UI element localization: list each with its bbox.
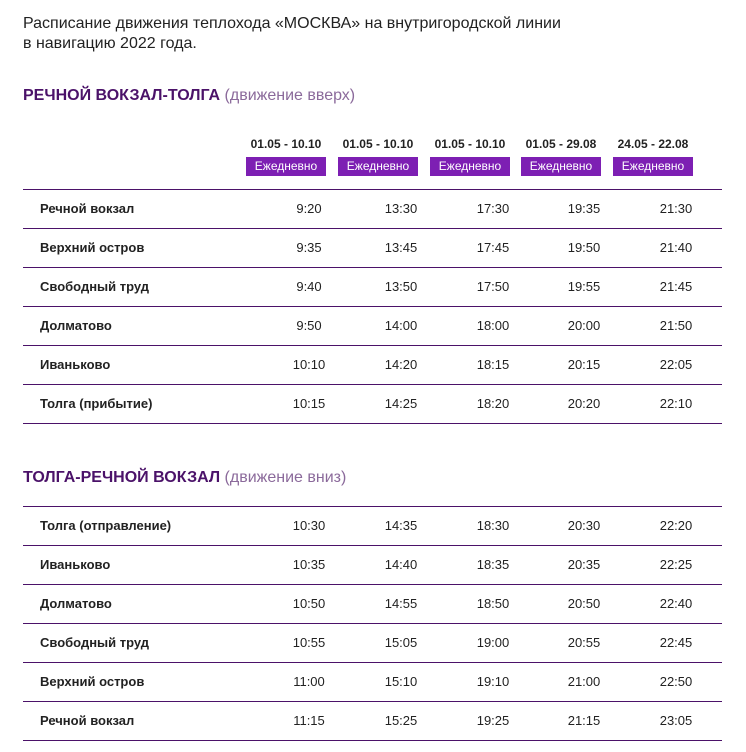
departure-time: 21:50 (659, 318, 693, 333)
departure-time: 20:00 (567, 318, 601, 333)
table-row (23, 307, 722, 346)
stop-name: Речной вокзал (40, 713, 135, 728)
departure-time: 19:00 (476, 635, 510, 650)
departure-time: 10:55 (292, 635, 326, 650)
section-title-up-route: РЕЧНОЙ ВОКЗАЛ-ТОЛГА (23, 87, 221, 104)
departure-time: 14:00 (384, 318, 418, 333)
column-period: 24.05 - 22.08 (617, 137, 689, 151)
stop-name: Толга (отправление) (40, 518, 172, 533)
departure-time: 10:35 (292, 557, 326, 572)
table-row (23, 507, 722, 546)
section-title-down-direction: (движение вниз) (224, 469, 347, 486)
stop-name: Верхний остров (40, 674, 145, 689)
stop-name: Долматово (40, 318, 112, 333)
departure-time: 10:10 (292, 357, 326, 372)
departure-time: 14:20 (384, 357, 418, 372)
section-title-up (23, 86, 355, 106)
departure-time: 20:35 (567, 557, 601, 572)
departure-time: 11:00 (293, 674, 325, 689)
departure-time: 18:50 (476, 596, 510, 611)
departure-time: 22:50 (659, 674, 693, 689)
schedule-table-down (23, 506, 722, 741)
departure-time: 20:30 (567, 518, 601, 533)
column-header-4 (519, 136, 603, 176)
departure-time: 13:50 (384, 279, 418, 294)
departure-time: 19:35 (567, 201, 601, 216)
departure-time: 21:00 (567, 674, 601, 689)
departure-time: 17:30 (476, 201, 510, 216)
table-row (23, 546, 722, 585)
departure-time: 18:20 (476, 396, 510, 411)
column-header-3 (428, 136, 512, 176)
departure-time: 15:05 (384, 635, 418, 650)
table-row (23, 585, 722, 624)
table-row (23, 190, 722, 229)
stop-name: Свободный труд (40, 279, 150, 294)
departure-time: 10:50 (292, 596, 326, 611)
intro-line-1: Расписание движения теплохода «МОСКВА» на внутригородской линии (23, 15, 561, 32)
departure-time: 15:10 (384, 674, 418, 689)
table-row (23, 663, 722, 702)
column-header-2 (336, 136, 420, 176)
section-title-up-direction: (движение вверх) (224, 87, 356, 104)
departure-time: 20:55 (567, 635, 601, 650)
departure-time: 9:50 (296, 318, 322, 333)
stop-name: Иваньково (40, 357, 111, 372)
table-row (23, 268, 722, 307)
departure-time: 22:05 (659, 357, 693, 372)
intro-line-2: в навигацию 2022 года. (23, 35, 197, 52)
departure-time: 14:55 (384, 596, 418, 611)
schedule-intro (23, 14, 663, 54)
departure-time: 23:05 (659, 713, 693, 728)
frequency-badge: Ежедневно (338, 157, 418, 176)
column-period: 01.05 - 10.10 (342, 137, 414, 151)
departure-time: 21:45 (659, 279, 693, 294)
departure-time: 15:25 (384, 713, 418, 728)
frequency-badge: Ежедневно (246, 157, 326, 176)
column-header-1 (244, 136, 328, 176)
stop-name: Иваньково (40, 557, 111, 572)
departure-time: 18:35 (476, 557, 510, 572)
departure-time: 19:55 (567, 279, 601, 294)
departure-time: 18:15 (476, 357, 510, 372)
schedule-table-up (23, 189, 722, 424)
stop-name: Долматово (40, 596, 112, 611)
departure-time: 22:10 (659, 396, 693, 411)
column-period: 01.05 - 10.10 (434, 137, 506, 151)
column-period: 01.05 - 29.08 (525, 137, 597, 151)
departure-time: 22:20 (659, 518, 693, 533)
stop-name: Речной вокзал (40, 201, 135, 216)
column-period: 01.05 - 10.10 (250, 137, 322, 151)
departure-time: 13:45 (384, 240, 418, 255)
departure-time: 21:40 (659, 240, 693, 255)
table-row (23, 229, 722, 268)
section-title-down-route: ТОЛГА-РЕЧНОЙ ВОКЗАЛ (23, 469, 221, 486)
frequency-badge: Ежедневно (430, 157, 510, 176)
departure-time: 21:15 (567, 713, 601, 728)
stop-name: Толга (прибытие) (40, 396, 153, 411)
departure-time: 9:35 (296, 240, 322, 255)
departure-time: 10:30 (292, 518, 326, 533)
departure-time: 22:40 (659, 596, 693, 611)
departure-time: 17:45 (476, 240, 510, 255)
table-row (23, 624, 722, 663)
departure-time: 9:40 (296, 279, 322, 294)
departure-time: 22:45 (659, 635, 693, 650)
departure-time: 14:40 (384, 557, 418, 572)
departure-time: 22:25 (659, 557, 693, 572)
departure-time: 19:25 (476, 713, 510, 728)
table-row (23, 346, 722, 385)
departure-time: 19:50 (567, 240, 601, 255)
departure-time: 14:25 (384, 396, 418, 411)
departure-time: 18:00 (476, 318, 510, 333)
departure-time: 21:30 (659, 201, 693, 216)
departure-time: 13:30 (384, 201, 418, 216)
stop-name: Свободный труд (40, 635, 150, 650)
table-row (23, 385, 722, 424)
departure-time: 11:15 (293, 713, 325, 728)
frequency-badge: Ежедневно (613, 157, 693, 176)
departure-time: 19:10 (476, 674, 510, 689)
departure-time: 9:20 (296, 201, 322, 216)
table-row (23, 702, 722, 741)
section-title-down (23, 468, 346, 488)
stop-name: Верхний остров (40, 240, 145, 255)
frequency-badge: Ежедневно (521, 157, 601, 176)
departure-time: 20:15 (567, 357, 601, 372)
departure-time: 20:50 (567, 596, 601, 611)
departure-time: 20:20 (567, 396, 601, 411)
column-header-5 (611, 136, 695, 176)
departure-time: 17:50 (476, 279, 510, 294)
departure-time: 18:30 (476, 518, 510, 533)
departure-time: 10:15 (292, 396, 326, 411)
departure-time: 14:35 (384, 518, 418, 533)
